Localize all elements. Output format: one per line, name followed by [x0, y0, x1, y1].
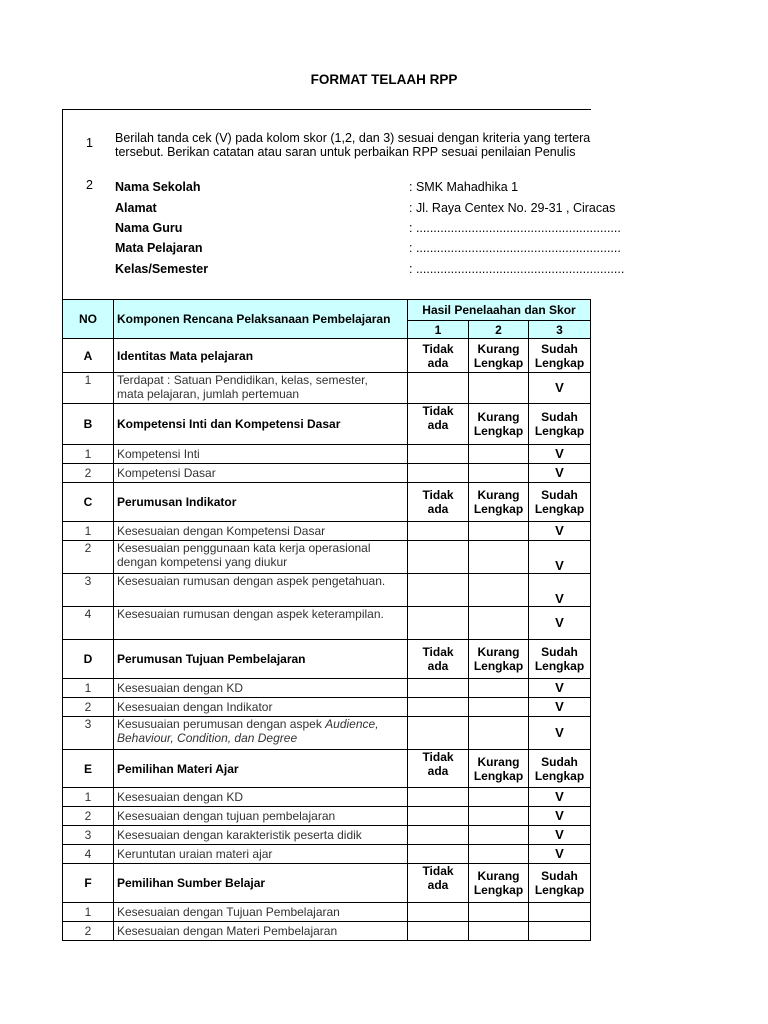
- score-cell-1[interactable]: [408, 464, 469, 483]
- score-cell-2[interactable]: [469, 845, 529, 864]
- item-text: Kesesuaian dengan Tujuan Pembelajaran: [114, 903, 408, 922]
- instruction-line-1: Berilah tanda cek (V) pada kolom skor (1,2, dan 3) sesuai dengan kriteria yang tertera: [115, 131, 591, 145]
- score-cell-3[interactable]: V: [529, 607, 591, 640]
- section-code: E: [63, 750, 114, 788]
- score-label-line: Kurang: [477, 341, 520, 356]
- score-label-line: Tidak: [422, 488, 454, 502]
- header-no: NO: [63, 300, 114, 339]
- table-row: [63, 717, 591, 750]
- score-label-line: ada: [427, 764, 449, 778]
- item-text-line: mata pelajaran, jumlah pertemuan: [117, 387, 300, 401]
- item-text-plain: Kesusuaian perumusan dengan aspek: [117, 717, 326, 731]
- section-row-b: [63, 404, 591, 445]
- label-kelas-semester: Kelas/Semester: [115, 262, 209, 276]
- score-label-sudah-lengkap: [529, 483, 591, 522]
- score-label-line: Sudah: [541, 754, 578, 769]
- item-text: [114, 373, 408, 404]
- item-no: 2: [63, 464, 114, 483]
- item-text-line: Terdapat : Satuan Pendidikan, kelas, semester,: [117, 373, 368, 387]
- section-name: Pemilihan Materi Ajar: [114, 750, 408, 788]
- score-cell-1[interactable]: [408, 698, 469, 717]
- score-cell-1[interactable]: [408, 788, 469, 807]
- score-label-line: Sudah: [541, 869, 578, 883]
- score-cell-1[interactable]: [408, 445, 469, 464]
- label-nama-guru: Nama Guru: [115, 221, 183, 235]
- label-nama-sekolah: Nama Sekolah: [115, 180, 201, 194]
- item-no: 2: [63, 541, 114, 574]
- score-label-line: Lengkap: [473, 424, 524, 438]
- table-row: [63, 845, 591, 864]
- score-cell-1[interactable]: [408, 574, 469, 607]
- item-text: Kesesuaian dengan Kompetensi Dasar: [114, 522, 408, 541]
- page-title: FORMAT TELAAH RPP: [310, 72, 458, 87]
- section-code: D: [63, 640, 114, 679]
- item-text-line: [117, 717, 404, 731]
- score-label-tidak-ada: [408, 864, 469, 903]
- score-label-sudah-lengkap: [529, 750, 591, 788]
- item-no: 4: [63, 845, 114, 864]
- label-alamat: Alamat: [115, 201, 157, 215]
- score-label-line: ada: [427, 355, 449, 370]
- score-cell-1[interactable]: [408, 373, 469, 404]
- score-cell-3[interactable]: V: [529, 807, 591, 826]
- score-cell-1[interactable]: [408, 717, 469, 750]
- value-alamat: : Jl. Raya Centex No. 29-31 , Ciracas: [409, 201, 616, 215]
- score-cell-1[interactable]: [408, 807, 469, 826]
- score-label-tidak-ada: [408, 750, 469, 788]
- item-no: 2: [63, 698, 114, 717]
- item-text: Kesesuaian rumusan dengan aspek keterampilan.: [114, 607, 408, 640]
- score-label-kurang-lengkap: [469, 483, 529, 522]
- score-label-tidak-ada: [408, 404, 469, 445]
- item-text-line: Kesesuaian penggunaan kata kerja operasional: [117, 541, 371, 555]
- item-text: [114, 717, 408, 750]
- identity-number: 2: [86, 178, 93, 192]
- section-row-a: [63, 339, 591, 373]
- score-label-line: Lengkap: [473, 659, 524, 673]
- item-text: Kesesuaian dengan tujuan pembelajaran: [114, 807, 408, 826]
- item-no: 1: [63, 522, 114, 541]
- table-header-row: [63, 300, 591, 321]
- instruction-identity-box: [62, 109, 625, 301]
- item-text: Kesesuaian dengan karakteristik peserta didik: [114, 826, 408, 845]
- section-row-d: [63, 640, 591, 679]
- score-cell-2[interactable]: [469, 807, 529, 826]
- value-mata-pelajaran: : ...........................................................: [409, 241, 621, 255]
- score-label-line: ada: [427, 418, 449, 432]
- value-nama-guru: : ...........................................................: [409, 221, 621, 235]
- item-text: Kesesuaian rumusan dengan aspek pengetahuan.: [114, 574, 408, 607]
- section-code: F: [63, 864, 114, 903]
- header-score-2: 2: [469, 321, 529, 339]
- item-text-italic: Behaviour, Condition, dan Degree: [117, 731, 298, 745]
- header-komponen: Komponen Rencana Pelaksanaan Pembelajaran: [114, 300, 408, 339]
- score-label-line: Lengkap: [534, 768, 585, 783]
- item-no: 2: [63, 922, 114, 941]
- item-no: 1: [63, 679, 114, 698]
- score-label-line: Tidak: [422, 645, 454, 659]
- score-label-line: Tidak: [422, 750, 454, 764]
- score-cell-2[interactable]: [469, 607, 529, 640]
- section-code: C: [63, 483, 114, 522]
- item-text-italic: Audience,: [325, 717, 379, 731]
- table-row: [63, 698, 591, 717]
- score-cell-2[interactable]: [469, 903, 529, 922]
- score-cell-2[interactable]: [469, 541, 529, 574]
- score-cell-3[interactable]: V: [529, 373, 591, 404]
- telaah-table: [62, 299, 591, 941]
- score-label-line: Kurang: [477, 488, 520, 502]
- score-label-line: Kurang: [477, 754, 520, 769]
- score-cell-3[interactable]: V: [529, 464, 591, 483]
- score-label-line: Lengkap: [473, 883, 524, 897]
- score-cell-3[interactable]: V: [529, 445, 591, 464]
- item-text: [114, 541, 408, 574]
- item-text: Keruntutan uraian materi ajar: [114, 845, 408, 864]
- section-row-c: [63, 483, 591, 522]
- score-label-line: Tidak: [422, 404, 454, 418]
- table-row: [63, 826, 591, 845]
- instruction-number: 1: [86, 136, 93, 150]
- score-label-kurang-lengkap: [469, 640, 529, 679]
- score-label-line: Sudah: [541, 488, 578, 502]
- score-cell-1[interactable]: [408, 679, 469, 698]
- table-row: [63, 788, 591, 807]
- score-label-kurang-lengkap: [469, 404, 529, 445]
- table-row: [63, 607, 591, 640]
- score-cell-2[interactable]: [469, 826, 529, 845]
- item-no: 1: [63, 445, 114, 464]
- header-score-1: 1: [408, 321, 469, 339]
- item-no: 1: [63, 373, 114, 404]
- score-cell-1[interactable]: [408, 826, 469, 845]
- item-no: 3: [63, 826, 114, 845]
- score-cell-2[interactable]: [469, 464, 529, 483]
- score-label-line: Sudah: [541, 341, 578, 356]
- score-cell-2[interactable]: [469, 698, 529, 717]
- instruction-text: [115, 131, 591, 157]
- score-label-line: Kurang: [477, 869, 520, 883]
- section-name: Identitas Mata pelajaran: [114, 339, 408, 373]
- item-no: 3: [63, 574, 114, 607]
- item-text-line: dengan kompetensi yang diukur: [117, 555, 288, 569]
- score-label-sudah-lengkap: [529, 404, 591, 445]
- score-label-line: Lengkap: [473, 502, 524, 516]
- table-row: [63, 522, 591, 541]
- score-cell-3[interactable]: V: [529, 541, 591, 574]
- item-text: Kompetensi Inti: [114, 445, 408, 464]
- score-cell-2[interactable]: [469, 445, 529, 464]
- score-cell-2[interactable]: [469, 373, 529, 404]
- score-cell-2[interactable]: [469, 679, 529, 698]
- score-label-line: Lengkap: [473, 768, 524, 783]
- score-label-line: Lengkap: [534, 355, 585, 370]
- score-cell-2[interactable]: [469, 922, 529, 941]
- item-text: Kesesuaian dengan Materi Pembelajaran: [114, 922, 408, 941]
- score-label-line: Lengkap: [534, 424, 585, 438]
- score-label-line: Kurang: [477, 410, 520, 424]
- score-cell-3[interactable]: V: [529, 698, 591, 717]
- instruction-line-2: tersebut. Berikan catatan atau saran untuk perbaikan RPP sesuai penilaian Penulis: [115, 145, 576, 159]
- item-text: Kesesuaian dengan KD: [114, 788, 408, 807]
- item-no: 3: [63, 717, 114, 750]
- score-cell-3[interactable]: [529, 922, 591, 941]
- label-mata-pelajaran: Mata Pelajaran: [115, 241, 203, 255]
- item-text: Kesesuaian dengan Indikator: [114, 698, 408, 717]
- score-cell-2[interactable]: [469, 574, 529, 607]
- score-cell-1[interactable]: [408, 607, 469, 640]
- table-row: [63, 464, 591, 483]
- item-text-line: [117, 731, 404, 745]
- score-cell-1[interactable]: [408, 522, 469, 541]
- score-cell-3[interactable]: V: [529, 522, 591, 541]
- table-row: [63, 679, 591, 698]
- header-hasil: Hasil Penelaahan dan Skor: [408, 300, 591, 321]
- score-label-tidak-ada: [408, 339, 469, 373]
- score-label-line: ada: [427, 502, 449, 516]
- score-label-kurang-lengkap: [469, 750, 529, 788]
- item-text: Kompetensi Dasar: [114, 464, 408, 483]
- section-name: Perumusan Tujuan Pembelajaran: [114, 640, 408, 679]
- score-label-line: Tidak: [422, 341, 454, 356]
- item-no: 1: [63, 788, 114, 807]
- section-code: A: [63, 339, 114, 373]
- table-row: [63, 903, 591, 922]
- table-row: [63, 373, 591, 404]
- table-row: [63, 807, 591, 826]
- score-cell-3[interactable]: V: [529, 679, 591, 698]
- score-label-line: Lengkap: [534, 659, 585, 673]
- item-no: 2: [63, 807, 114, 826]
- score-cell-3[interactable]: V: [529, 845, 591, 864]
- table-row: [63, 574, 591, 607]
- score-label-line: Lengkap: [473, 355, 524, 370]
- score-label-tidak-ada: [408, 640, 469, 679]
- score-cell-2[interactable]: [469, 522, 529, 541]
- score-cell-1[interactable]: [408, 541, 469, 574]
- section-code: B: [63, 404, 114, 445]
- score-cell-1[interactable]: [408, 845, 469, 864]
- value-nama-sekolah: : SMK Mahadhika 1: [409, 180, 519, 194]
- score-cell-3[interactable]: V: [529, 788, 591, 807]
- score-label-kurang-lengkap: [469, 339, 529, 373]
- score-label-kurang-lengkap: [469, 864, 529, 903]
- score-label-line: Lengkap: [534, 883, 585, 897]
- score-cell-2[interactable]: [469, 788, 529, 807]
- score-label-line: ada: [427, 878, 449, 892]
- score-cell-1[interactable]: [408, 903, 469, 922]
- score-label-sudah-lengkap: [529, 339, 591, 373]
- table-row: [63, 541, 591, 574]
- score-cell-2[interactable]: [469, 717, 529, 750]
- score-label-line: Tidak: [422, 864, 454, 878]
- item-no: 4: [63, 607, 114, 640]
- score-label-line: ada: [427, 659, 449, 673]
- score-label-sudah-lengkap: [529, 640, 591, 679]
- score-cell-1[interactable]: [408, 922, 469, 941]
- score-cell-3[interactable]: [529, 903, 591, 922]
- score-label-tidak-ada: [408, 483, 469, 522]
- table-row: [63, 922, 591, 941]
- table-row: [63, 445, 591, 464]
- value-kelas-semester: : ............................................................: [409, 262, 625, 276]
- score-label-line: Kurang: [477, 645, 520, 659]
- section-name: Pemilihan Sumber Belajar: [114, 864, 408, 903]
- score-label-line: Sudah: [541, 410, 578, 424]
- score-cell-3[interactable]: V: [529, 574, 591, 607]
- score-cell-3[interactable]: V: [529, 826, 591, 845]
- score-cell-3[interactable]: V: [529, 717, 591, 750]
- score-label-sudah-lengkap: [529, 864, 591, 903]
- section-row-f: [63, 864, 591, 903]
- section-name: Kompetensi Inti dan Kompetensi Dasar: [114, 404, 408, 445]
- item-text: Kesesuaian dengan KD: [114, 679, 408, 698]
- header-score-3: 3: [529, 321, 591, 339]
- score-label-line: Sudah: [541, 645, 578, 659]
- item-no: 1: [63, 903, 114, 922]
- section-name: Perumusan Indikator: [114, 483, 408, 522]
- section-row-e: [63, 750, 591, 788]
- score-label-line: Lengkap: [534, 502, 585, 516]
